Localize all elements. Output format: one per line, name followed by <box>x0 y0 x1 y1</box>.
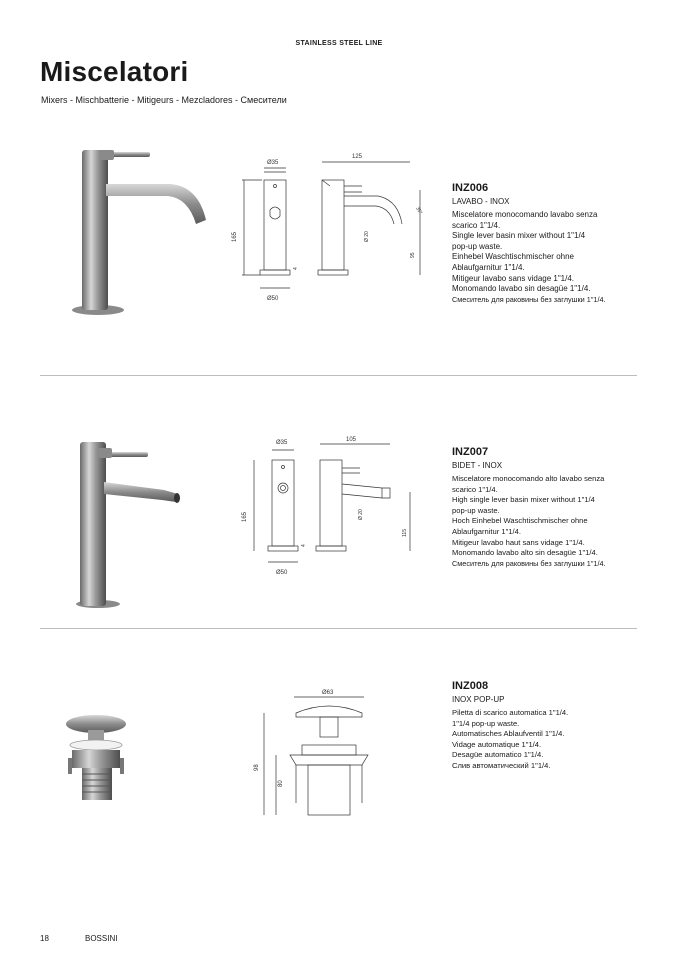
page-subtitle: Mixers - Mischbatterie - Mitigeurs - Mezcladores - Смесители <box>41 95 287 105</box>
product-description <box>452 210 606 305</box>
dim-height: 165 <box>232 231 238 242</box>
product-type: BIDET - INOX <box>452 461 503 470</box>
inz008-photo <box>60 712 140 807</box>
dim-reach: 105 <box>346 437 357 443</box>
desc-line: Single lever basin mixer without 1"1/4 <box>452 231 586 241</box>
desc-line: scarico 1"1/4. <box>452 484 498 494</box>
desc-line: Vidage automatique 1"1/4. <box>452 739 542 749</box>
dim-total-h: 98 <box>254 764 260 771</box>
product-type: LAVABO - INOX <box>452 197 510 206</box>
dim-spout-h: 95 <box>410 252 416 258</box>
dim-d-top: Ø35 <box>267 160 279 166</box>
section-divider <box>40 628 637 629</box>
dim-angle: 35° <box>414 206 424 216</box>
inz008-drawing <box>250 685 400 825</box>
desc-line: pop-up waste. <box>452 505 500 515</box>
desc-line: Einhebel Waschtischmischer ohne <box>452 252 574 262</box>
line-label: STAINLESS STEEL LINE <box>295 40 383 47</box>
dim-d-spout: Ø 20 <box>364 231 370 242</box>
dim-reach: 125 <box>352 154 363 160</box>
dim-d-base: Ø50 <box>267 296 279 302</box>
desc-line: Ablaufgarnitur 1"1/4. <box>452 526 521 536</box>
product-description <box>452 474 606 569</box>
product-code: INZ007 <box>452 446 489 458</box>
product-code: INZ006 <box>452 182 489 194</box>
inz007-photo <box>60 432 220 612</box>
dim-d-base: Ø50 <box>276 570 288 576</box>
desc-line: Mitigeur lavabo sans vidage 1"1/4. <box>452 273 575 283</box>
desc-line: Miscelatore monocomando alto lavabo senza <box>452 474 605 483</box>
desc-line: Monomando lavabo sin desagüe 1"1/4. <box>452 284 591 294</box>
dim-thickness: 4 <box>301 544 307 547</box>
inz008-info <box>452 680 568 772</box>
desc-line: Hoch Einhebel Waschtischmischer ohne <box>452 516 588 526</box>
dim-d-spout: Ø 20 <box>358 509 364 520</box>
dim-d-top: Ø63 <box>322 690 334 696</box>
desc-line: Automatisches Ablaufventil 1"1/4. <box>452 729 565 739</box>
product-type: INOX POP-UP <box>452 695 505 704</box>
desc-line: Смеситель для раковины без заглушки 1"1/4. <box>452 294 606 304</box>
desc-line: High single lever basin mixer without 1"1/4 <box>452 495 595 505</box>
brand-name: BOSSINI <box>85 934 118 943</box>
desc-line: Desagüe automatico 1"1/4. <box>452 750 544 760</box>
desc-line: Piletta di scarico automatica 1"1/4. <box>452 708 569 717</box>
desc-line: pop-up waste. <box>452 241 503 251</box>
desc-line: Monomando lavabo alto sin desagüe 1"1/4. <box>452 548 598 558</box>
desc-line: Слив автоматический 1"1/4. <box>452 760 551 770</box>
dim-spout-h: 115 <box>402 529 408 537</box>
desc-line: Miscelatore monocomando lavabo senza <box>452 210 598 219</box>
desc-line: scarico 1"1/4. <box>452 220 501 230</box>
inz006-info <box>452 182 606 305</box>
inz007-drawing <box>240 432 440 582</box>
inz007-info <box>452 446 606 569</box>
desc-line: 1"1/4 pop-up waste. <box>452 718 520 728</box>
page-title: Miscelatori <box>40 56 189 87</box>
desc-line: Ablaufgarnitur 1"1/4. <box>452 262 525 272</box>
inz006-photo <box>60 140 220 320</box>
page-number: 18 <box>40 934 49 943</box>
inz006-drawing <box>230 150 445 310</box>
product-code: INZ008 <box>452 680 489 692</box>
desc-line: Mitigeur lavabo haut sans vidage 1"1/4. <box>452 537 585 547</box>
dim-height: 165 <box>242 511 248 522</box>
product-description <box>452 708 568 772</box>
dim-thickness: 4 <box>293 267 299 270</box>
dim-body-h: 80 <box>278 780 284 787</box>
section-divider <box>40 375 637 376</box>
dim-d-top: Ø35 <box>276 440 288 446</box>
desc-line: Смеситель для раковины без заглушки 1"1/4. <box>452 558 606 568</box>
